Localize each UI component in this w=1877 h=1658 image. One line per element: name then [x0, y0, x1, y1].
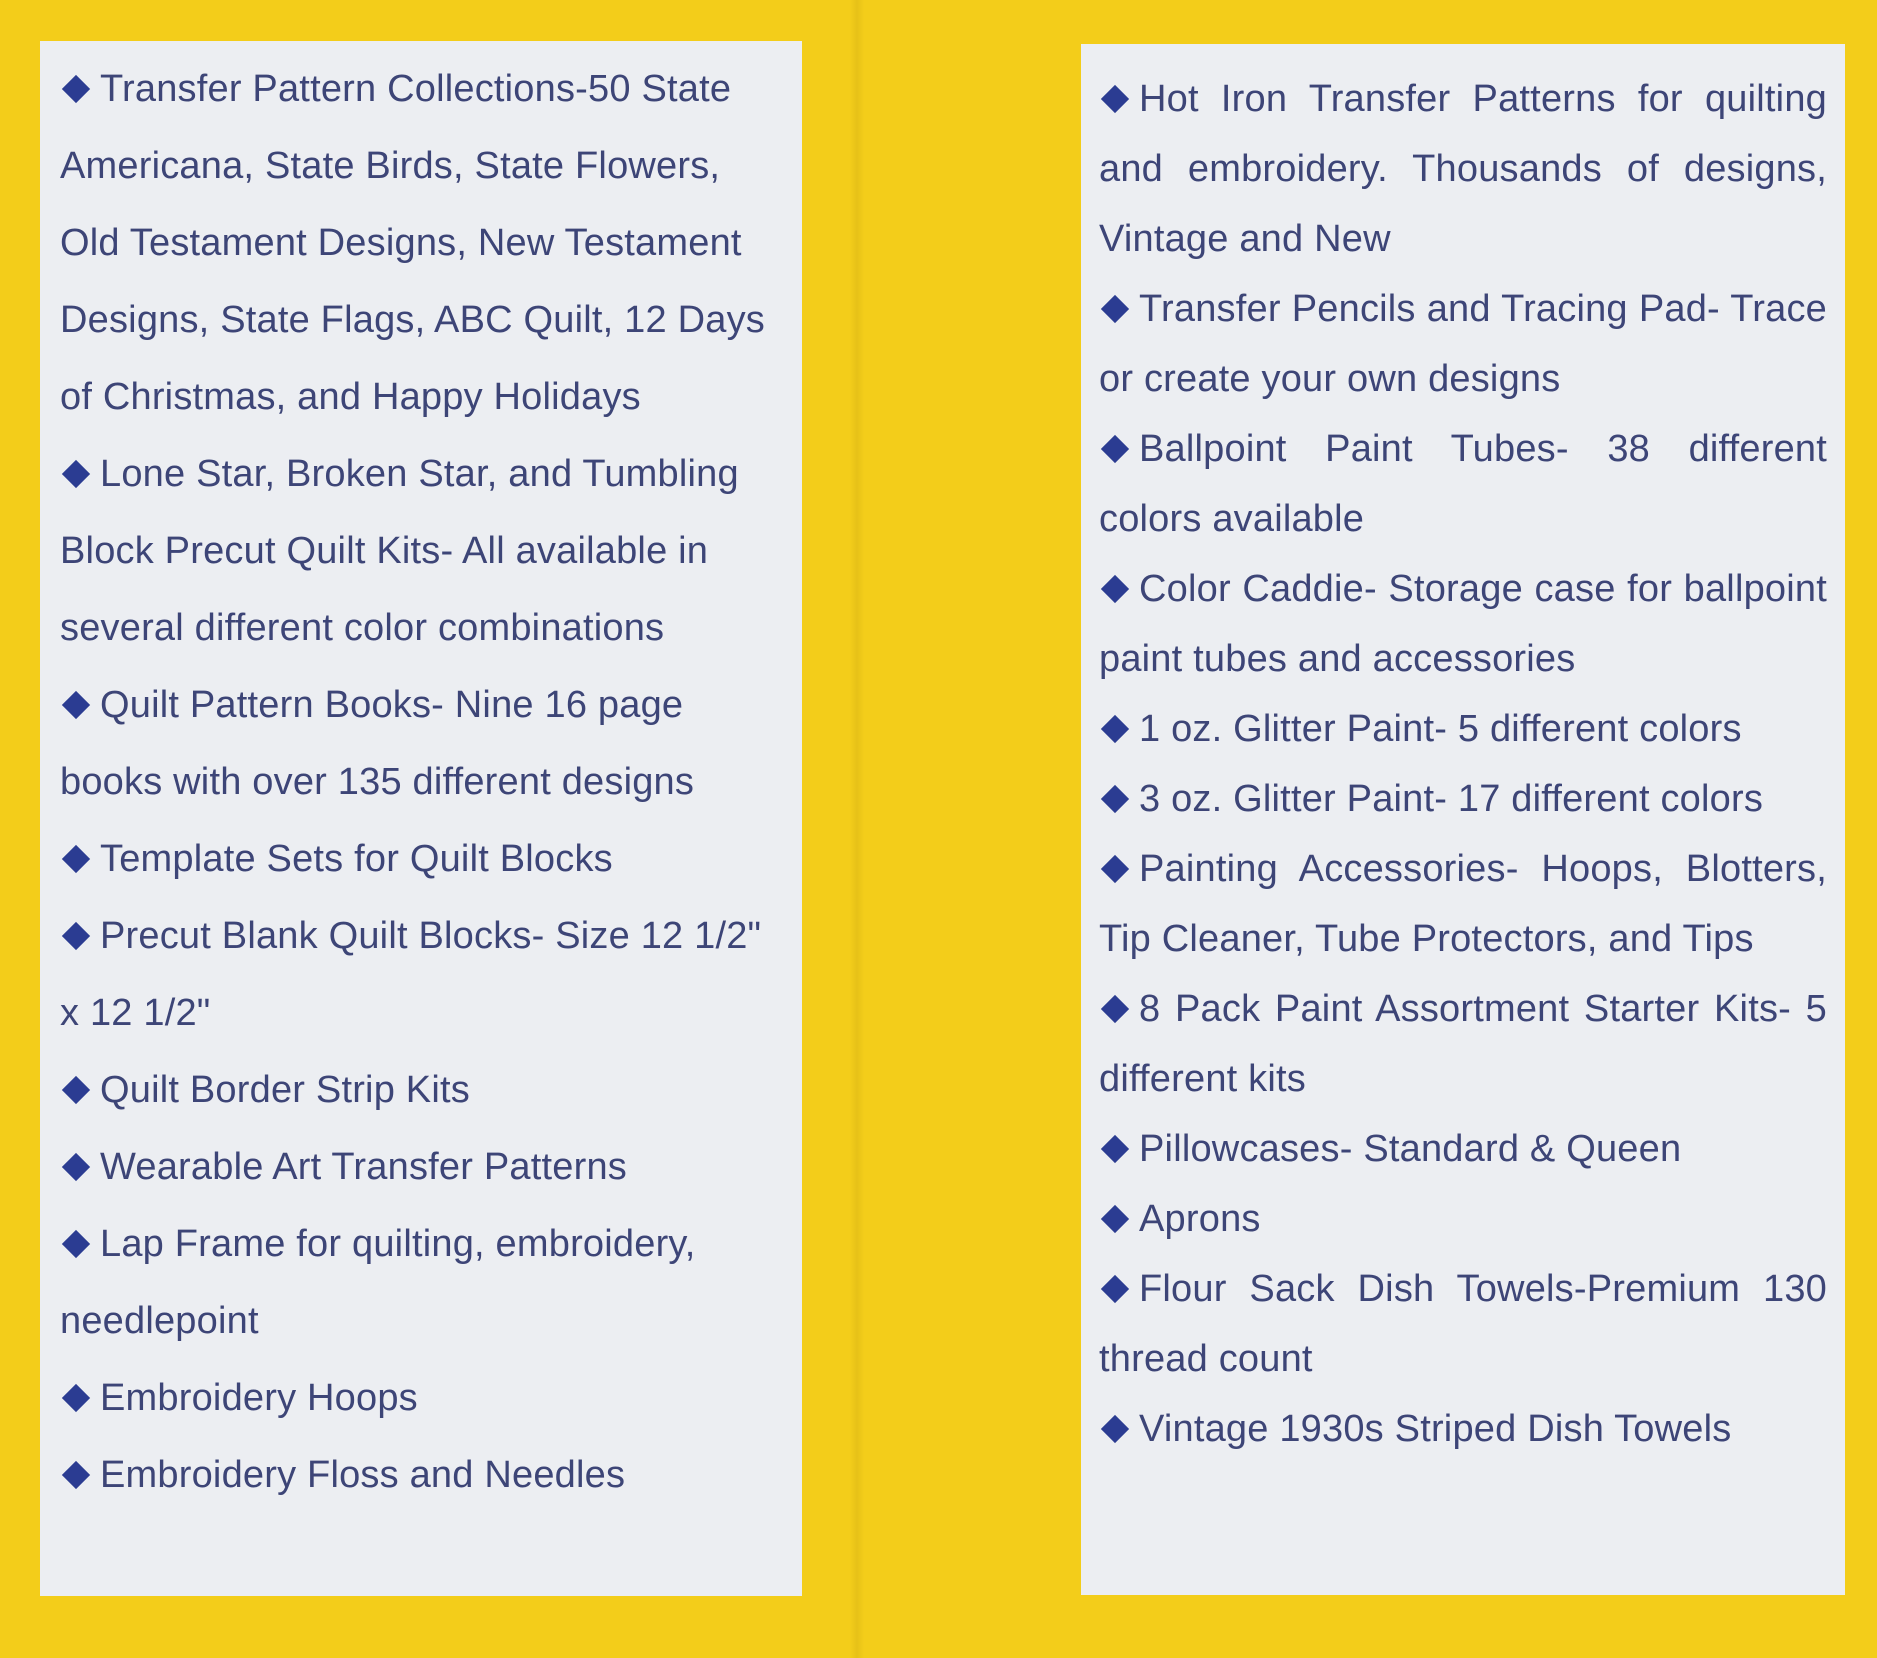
item-text: Quilt Pattern Books- Nine 16 page books with over 135 different designs [60, 684, 695, 803]
item-text: Embroidery Floss and Needles [100, 1454, 626, 1496]
list-item [1099, 1114, 1827, 1184]
list-item [1099, 834, 1827, 974]
list-item [1099, 554, 1827, 694]
list-item [60, 1052, 786, 1129]
item-text: Quilt Border Strip Kits [100, 1069, 470, 1111]
diamond-bullet-icon [1101, 575, 1129, 603]
list-item [60, 1129, 786, 1206]
item-text: Transfer Pencils and Tracing Pad- Trace or create your own designs [1099, 288, 1827, 400]
diamond-bullet-icon [62, 922, 90, 950]
item-text: 8 Pack Paint Assortment Starter Kits- 5 different kits [1099, 988, 1827, 1100]
diamond-bullet-icon [1101, 1135, 1129, 1163]
list-item [1099, 64, 1827, 274]
item-text: Precut Blank Quilt Blocks- Size 12 1/2" x 12 1/2" [60, 915, 762, 1034]
item-text: 1 oz. Glitter Paint- 5 different colors [1139, 708, 1742, 750]
list-item [60, 1206, 786, 1360]
diamond-bullet-icon [1101, 1205, 1129, 1233]
diamond-bullet-icon [62, 691, 90, 719]
diamond-bullet-icon [1101, 1275, 1129, 1303]
item-text: Vintage 1930s Striped Dish Towels [1139, 1408, 1732, 1450]
right-product-list [1081, 44, 1845, 1595]
center-fold [850, 0, 864, 1658]
diamond-bullet-icon [62, 1461, 90, 1489]
diamond-bullet-icon [62, 1076, 90, 1104]
item-text: Lap Frame for quilting, embroidery, needlepoint [60, 1223, 696, 1342]
list-item [1099, 1254, 1827, 1394]
list-item [1099, 694, 1827, 764]
list-item [60, 1360, 786, 1437]
list-item [60, 667, 786, 821]
item-text: Transfer Pattern Collections-50 State Americana, State Birds, State Flowers, Old Testament Designs, New Testament Designs, State Flags, ABC Quilt, 12 Days of Christmas, and Happy Holidays [60, 68, 765, 418]
item-text: Pillowcases- Standard & Queen [1139, 1128, 1682, 1170]
list-item [60, 436, 786, 667]
diamond-bullet-icon [1101, 785, 1129, 813]
diamond-bullet-icon [62, 1230, 90, 1258]
list-item [1099, 274, 1827, 414]
diamond-bullet-icon [62, 1384, 90, 1412]
list-item [1099, 974, 1827, 1114]
diamond-bullet-icon [62, 1153, 90, 1181]
list-item [60, 51, 786, 436]
item-text: Flour Sack Dish Towels-Premium 130 thread count [1099, 1268, 1827, 1380]
diamond-bullet-icon [62, 460, 90, 488]
diamond-bullet-icon [1101, 1415, 1129, 1443]
item-text: Painting Accessories- Hoops, Blotters, Tip Cleaner, Tube Protectors, and Tips [1099, 848, 1827, 960]
diamond-bullet-icon [1101, 995, 1129, 1023]
item-text: Ballpoint Paint Tubes- 38 different colors available [1099, 428, 1827, 540]
list-item [1099, 414, 1827, 554]
diamond-bullet-icon [62, 845, 90, 873]
list-item [60, 898, 786, 1052]
list-item [1099, 764, 1827, 834]
diamond-bullet-icon [62, 75, 90, 103]
item-text: Template Sets for Quilt Blocks [100, 838, 613, 880]
item-text: Aprons [1139, 1198, 1261, 1240]
list-item [1099, 1394, 1827, 1464]
item-text: Hot Iron Transfer Patterns for quilting and embroidery. Thousands of designs, Vintage and New [1099, 78, 1827, 260]
list-item [1099, 1184, 1827, 1254]
item-text: Wearable Art Transfer Patterns [100, 1146, 627, 1188]
left-product-list [40, 41, 802, 1596]
diamond-bullet-icon [1101, 855, 1129, 883]
diamond-bullet-icon [1101, 435, 1129, 463]
list-item [60, 821, 786, 898]
diamond-bullet-icon [1101, 715, 1129, 743]
item-text: Color Caddie- Storage case for ballpoint paint tubes and accessories [1099, 568, 1827, 680]
list-item [60, 1437, 786, 1514]
item-text: Lone Star, Broken Star, and Tumbling Block Precut Quilt Kits- All available in several different color combinations [60, 453, 739, 649]
diamond-bullet-icon [1101, 295, 1129, 323]
item-text: 3 oz. Glitter Paint- 17 different colors [1139, 778, 1764, 820]
diamond-bullet-icon [1101, 85, 1129, 113]
item-text: Embroidery Hoops [100, 1377, 418, 1419]
